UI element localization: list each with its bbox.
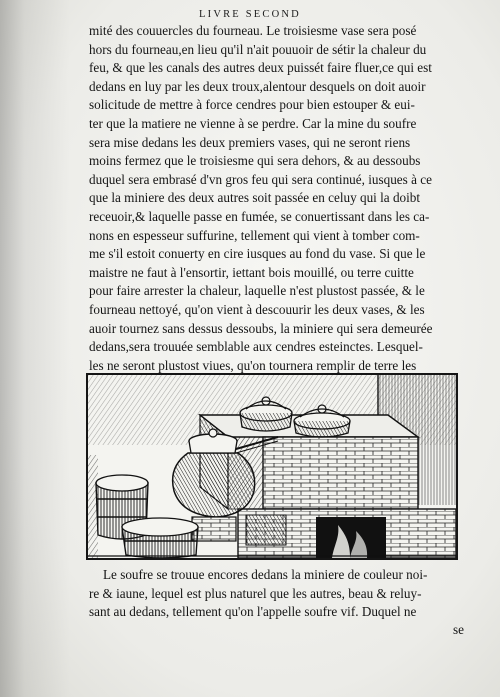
text-line: duquel sera embrasé d'vn gros feu qui sera continué, iusques à ce bbox=[89, 171, 432, 187]
text-line: feu, & que les canals des autres deux puissét faire fluer,ce qui est bbox=[89, 60, 432, 76]
text-line: dedans en luy par les deux troux,alentour desquels on doit auoir bbox=[89, 78, 426, 94]
paragraph-2 bbox=[89, 566, 461, 622]
running-head: LIVRE SECOND bbox=[199, 9, 301, 20]
text-line: re & iaune, lequel est plus naturel que les autres, beau & reluy- bbox=[89, 585, 422, 601]
text-line: sant au dedans, tellement qu'on l'appelle soufre vif. Duquel ne bbox=[89, 604, 417, 620]
text-line: maistre ne faut à l'ensortir, iettant bois mouillé, ou terre cuitte bbox=[89, 264, 414, 280]
text-line: solicitude de mettre à force cendres pour bien estouper & eui- bbox=[89, 97, 415, 113]
text-line: receuoir,& laquelle passe en fumée, se conuertissant dans les ca- bbox=[89, 208, 430, 224]
text-line: dedans,sera trouuée semblable aux cendres esteinctes. Lesquel- bbox=[89, 339, 423, 355]
paragraph-1 bbox=[89, 22, 461, 394]
text-line: Le soufre se trouue encores dedans la miniere de couleur noi- bbox=[103, 567, 428, 582]
text-line: hors du fourneau,en lieu qu'il n'ait pouuoir de sétir la chaleur du bbox=[89, 41, 427, 57]
text-line: pour faire arrester la chaleur, laquelle n'est plustost passée, & le bbox=[89, 283, 425, 299]
woodcut-illustration-sulfur-furnace bbox=[86, 373, 458, 560]
page-gutter-shadow bbox=[0, 0, 70, 697]
text-line: nons en espesseur suffurine, tellement qui vient à tomber com- bbox=[89, 227, 420, 243]
text-line: auoir tournez sans dessus dessoubs, la miniere qui sera demeurée bbox=[89, 320, 433, 336]
text-line: sera mise dedans les deux premiers vases, qui ne seront riens bbox=[89, 134, 411, 150]
text-line: les ne seront plustost viues, qu'on tournera remplir de terre les bbox=[89, 357, 417, 373]
woodcut-svg bbox=[88, 375, 456, 558]
catchword: se bbox=[453, 622, 464, 637]
text-line: fourneau nettoyé, qu'on vient à descouurir les deux vases, & les bbox=[89, 301, 425, 317]
text-line: mité des couuercles du fourneau. Le troisiesme vase sera posé bbox=[89, 23, 417, 38]
text-line: que la miniere des deux autres soit passée en celuy qui la doibt bbox=[89, 190, 421, 206]
text-line: me s'il estoit conuerty en cire iusques au fond du vase. Si que le bbox=[89, 246, 426, 262]
text-line: moins fermez que le troisiesme qui sera dehors, & au dessoubs bbox=[89, 153, 421, 169]
text-line: ter que la matiere ne vienne à se perdre. Car la mine du soufre bbox=[89, 115, 417, 131]
